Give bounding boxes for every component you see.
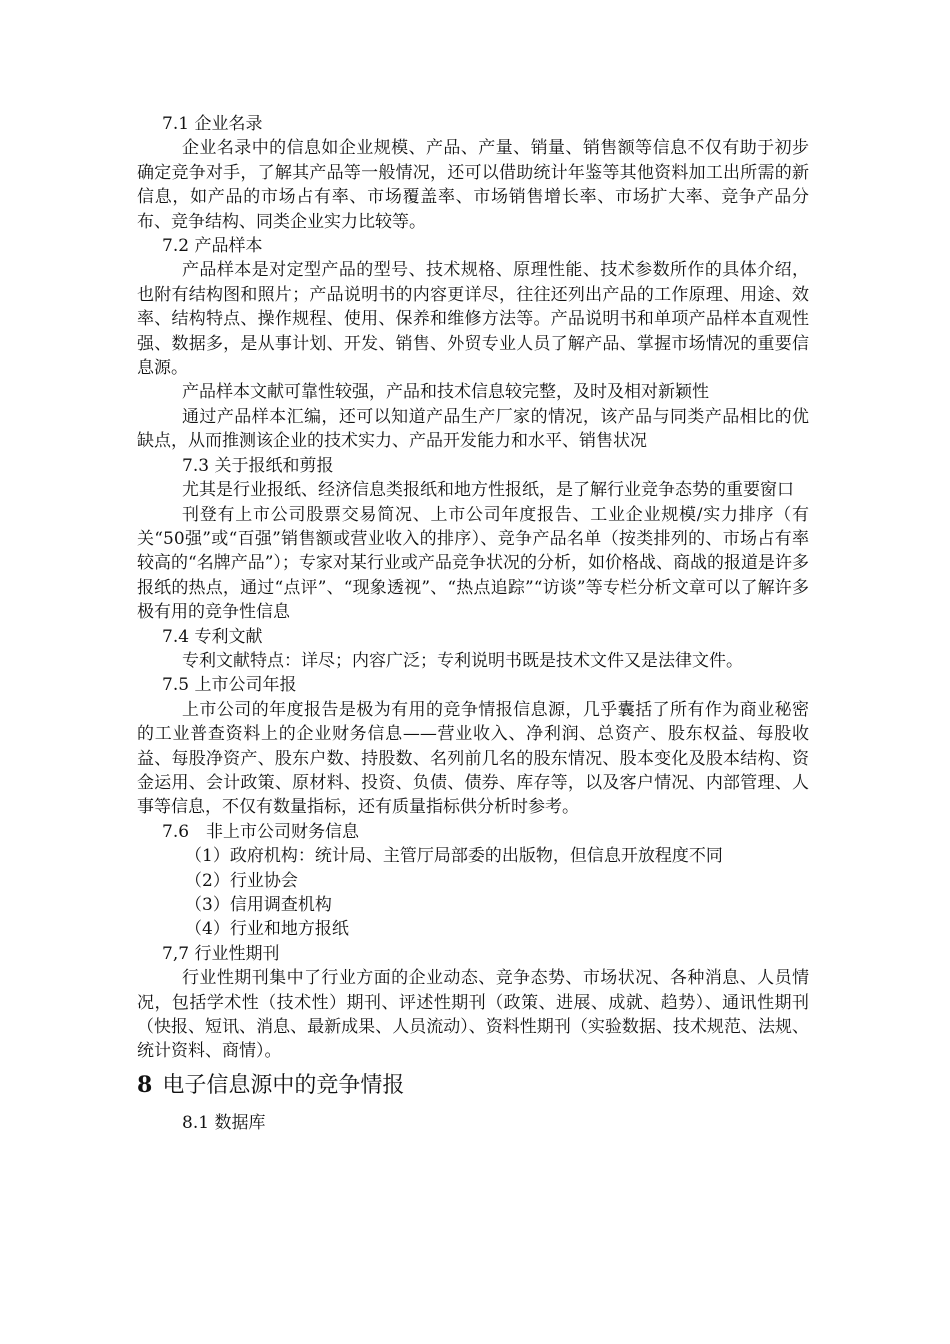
heading-7-1: 7.1 企业名录 [162, 114, 263, 134]
paragraph-7-4: 专利文献特点：详尽；内容广泛；专利说明书既是技术文件又是法律文件。 [182, 650, 743, 671]
paragraph-7-5: 上市公司的年度报告是极为有用的竞争情报信息源，几乎囊括了所有作为商业秘密的工业普查资料上的企业财务信息——营业收入、净利润、总资产、股东权益、每股收益、每股净资产、股东户数、持股数、名列前几名的股东情况、股本变化及股本结构、资金运用、会计政策、原材料、投资、负债、债券、库存等，以及客户情况、内部管理、人事等信息，不仅有数量指标，还有质量指标供分析时参考。 [137, 699, 809, 818]
list-item-7-6-1: （1）政府机构：统计局、主管厅局部委的出版物，但信息开放程度不同 [185, 846, 723, 867]
paragraph-7-7: 行业性期刊集中了行业方面的企业动态、竞争态势、市场状况、各种消息、人员情况，包括学术性（技术性）期刊、评述性期刊（政策、进展、成就、趋势）、通讯性期刊（快报、短讯、消息、最新成果、人员流动）、资料性期刊（实验数据、技术规范、法规、统计资料、商情）。 [137, 968, 809, 1062]
paragraph-7-3-a: 尤其是行业报纸、经济信息类报纸和地方性报纸，是了解行业竞争态势的重要窗口 [182, 480, 794, 501]
heading-7-6: 7.6 非上市公司财务信息 [162, 821, 360, 842]
heading-7-4: 7.4 专利文献 [162, 626, 263, 647]
paragraph-7-3-b: 刊登有上市公司股票交易简况、上市公司年度报告、工业企业规模/实力排序（有关“50强”或“百强”销售额或营业收入的排序）、竞争产品名单（按类排列的、市场占有率较高的“名牌产品”）；专家对某行业或产品竞争状况的分析，如价格战、商战的报道是许多报纸的热点，通过“点评”、“现象透视”、“热点追踪”“访谈”等专栏分析文章可以了解许多极有用的竞争性信息 [137, 504, 809, 623]
list-item-7-6-4: （4）行业和地方报纸 [185, 919, 349, 940]
paragraph-7-2-b: 产品样本文献可靠性较强，产品和技术信息较完整，及时及相对新颖性 [182, 382, 709, 403]
paragraph-7-2-c: 通过产品样本汇编，还可以知道产品生产厂家的情况，该产品与同类产品相比的优缺点，从而推测该企业的技术实力、产品开发能力和水平、销售状况 [137, 406, 809, 452]
heading-8-number: 8 [137, 1071, 153, 1098]
heading-7-5: 7.5 上市公司年报 [162, 675, 297, 696]
heading-7-2: 7.2 产品样本 [162, 236, 263, 257]
heading-7-3: 7.3 关于报纸和剪报 [182, 455, 334, 476]
document-page [137, 112, 809, 1135]
paragraph-7-2-a: 产品样本是对定型产品的型号、技术规格、原理性能、技术参数所作的具体介绍，也附有结构图和照片；产品说明书的内容更详尽，往往还列出产品的工作原理、用途、效率、结构特点、操作规程、使用、保养和维修方法等。产品说明书和单项产品样本直观性强、数据多，是从事计划、开发、销售、外贸专业人员了解产品、掌握市场情况的重要信息源。 [137, 260, 809, 379]
heading-7-7: 7,7 行业性期刊 [162, 943, 280, 964]
list-item-7-6-3: （3）信用调查机构 [185, 895, 332, 915]
heading-8-1: 8.1 数据库 [182, 1112, 266, 1133]
heading-8 [137, 1070, 809, 1101]
paragraph-7-1: 企业名录中的信息如企业规模、产品、产量、销量、销售额等信息不仅有助于初步确定竞争对手，了解其产品等一般情况，还可以借助统计年鉴等其他资料加工出所需的新信息，如产品的市场占有率、市场覆盖率、市场销售增长率、市场扩大率、竞争产品分布、竞争结构、同类企业实力比较等。 [137, 138, 809, 232]
list-item-7-6-2: （2）行业协会 [185, 870, 298, 891]
heading-8-title: 电子信息源中的竞争情报 [162, 1072, 405, 1098]
